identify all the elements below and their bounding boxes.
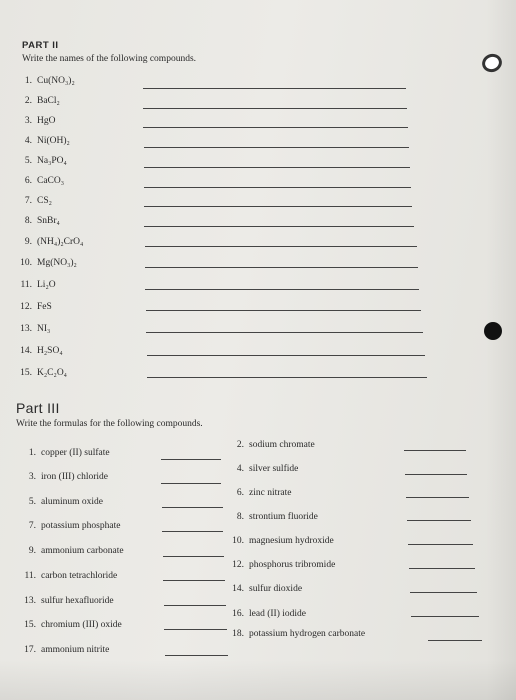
answer-line[interactable] xyxy=(410,592,477,593)
item-number: 12. xyxy=(232,560,244,570)
part2-item xyxy=(14,280,56,290)
item-name: strontium fluoride xyxy=(249,512,318,522)
item-name: potassium hydrogen carbonate xyxy=(249,629,366,639)
part3-item xyxy=(18,596,114,606)
answer-line[interactable] xyxy=(144,226,414,227)
answer-line[interactable] xyxy=(165,655,228,656)
item-formula: CS₂ xyxy=(37,196,52,206)
item-formula: NI₃ xyxy=(37,324,51,334)
answer-line[interactable] xyxy=(162,531,223,532)
answer-line[interactable] xyxy=(428,640,482,641)
part3-instruction: Write the formulas for the following compounds. xyxy=(16,419,203,429)
part2-item xyxy=(14,96,60,106)
item-name: carbon tetrachloride xyxy=(41,571,118,581)
item-name: sulfur hexafluoride xyxy=(41,596,114,606)
item-formula: Li₂O xyxy=(37,280,56,290)
part3-item xyxy=(18,645,109,655)
part3-item xyxy=(226,488,291,498)
part3-item xyxy=(18,448,110,458)
item-number: 10. xyxy=(232,536,244,546)
item-number: 8. xyxy=(24,216,32,226)
item-number: 9. xyxy=(28,546,36,556)
item-name: iron (III) chloride xyxy=(41,472,108,482)
answer-line[interactable] xyxy=(143,127,408,128)
part2-item xyxy=(14,324,50,334)
answer-line[interactable] xyxy=(145,246,417,247)
item-name: sulfur dioxide xyxy=(249,584,303,594)
item-number: 11. xyxy=(20,280,32,290)
answer-line[interactable] xyxy=(407,520,471,521)
item-number: 9. xyxy=(24,237,32,247)
answer-line[interactable] xyxy=(147,355,425,356)
item-number: 2. xyxy=(236,440,244,450)
part3-item xyxy=(226,512,318,522)
item-formula: BaCl₂ xyxy=(37,96,60,106)
part3-item xyxy=(226,536,334,546)
page-bottom-shadow xyxy=(0,660,516,700)
item-formula: SnBr₄ xyxy=(37,216,60,226)
part2-item xyxy=(14,216,60,226)
item-number: 5. xyxy=(28,497,36,507)
item-number: 1. xyxy=(24,76,32,86)
answer-line[interactable] xyxy=(144,187,411,188)
item-name: ammonium carbonate xyxy=(41,546,124,556)
part2-item xyxy=(14,156,67,166)
answer-line[interactable] xyxy=(144,167,410,168)
item-name: aluminum oxide xyxy=(41,497,104,507)
item-number: 12. xyxy=(20,302,32,312)
answer-line[interactable] xyxy=(145,267,418,268)
answer-line[interactable] xyxy=(409,568,475,569)
item-formula: Na₃PO₄ xyxy=(37,156,67,166)
item-name: magnesium hydroxide xyxy=(249,536,334,546)
item-number: 14. xyxy=(20,346,32,356)
item-name: sodium chromate xyxy=(249,440,315,450)
answer-line[interactable] xyxy=(405,474,467,475)
part2-item xyxy=(14,368,67,378)
answer-line[interactable] xyxy=(163,580,225,581)
part3-item xyxy=(226,584,302,594)
item-formula: HgO xyxy=(37,116,56,126)
item-number: 10. xyxy=(20,258,32,268)
item-formula: Ni(OH)₂ xyxy=(37,136,70,146)
answer-line[interactable] xyxy=(164,629,227,630)
item-number: 1. xyxy=(28,448,36,458)
item-number: 3. xyxy=(24,116,32,126)
item-name: potassium phosphate xyxy=(41,521,121,531)
item-number: 18. xyxy=(232,629,244,639)
item-number: 6. xyxy=(24,176,32,186)
item-number: 13. xyxy=(20,324,32,334)
item-number: 16. xyxy=(232,609,244,619)
item-name: chromium (III) oxide xyxy=(41,620,122,630)
item-name: copper (II) sulfate xyxy=(41,448,110,458)
item-name: phosphorus tribromide xyxy=(249,560,336,570)
part2-item xyxy=(14,116,55,126)
part3-item xyxy=(18,546,124,556)
answer-line[interactable] xyxy=(145,289,419,290)
item-formula: K₂C₂O₄ xyxy=(37,368,67,378)
item-number: 4. xyxy=(236,464,244,474)
answer-line[interactable] xyxy=(146,310,421,311)
answer-line[interactable] xyxy=(144,206,412,207)
answer-line[interactable] xyxy=(163,556,224,557)
answer-line[interactable] xyxy=(146,332,423,333)
part3-item xyxy=(18,521,120,531)
part2-item xyxy=(14,136,70,146)
item-formula: Mg(NO₃)₂ xyxy=(37,258,77,268)
item-number: 17. xyxy=(24,645,36,655)
item-number: 15. xyxy=(20,368,32,378)
item-name: zinc nitrate xyxy=(249,488,292,498)
item-number: 4. xyxy=(24,136,32,146)
part3-item xyxy=(226,629,365,639)
answer-line[interactable] xyxy=(408,544,473,545)
item-number: 11. xyxy=(24,571,36,581)
binder-hole-middle xyxy=(484,322,502,340)
answer-line[interactable] xyxy=(143,88,406,89)
answer-line[interactable] xyxy=(162,507,223,508)
answer-line[interactable] xyxy=(143,108,407,109)
part2-instruction: Write the names of the following compounds. xyxy=(22,54,197,64)
part3-item xyxy=(226,609,306,619)
part2-item xyxy=(14,302,52,312)
answer-line[interactable] xyxy=(406,497,469,498)
item-formula: CaCO₃ xyxy=(37,176,65,186)
part3-item xyxy=(18,472,108,482)
part2-item xyxy=(14,76,75,86)
item-number: 7. xyxy=(28,521,36,531)
answer-line[interactable] xyxy=(404,450,466,451)
part2-title: PART II xyxy=(22,40,59,51)
item-number: 6. xyxy=(236,488,244,498)
part3-item xyxy=(226,560,335,570)
item-formula: FeS xyxy=(37,302,52,312)
item-number: 13. xyxy=(24,596,36,606)
item-name: lead (II) iodide xyxy=(249,609,306,619)
item-formula: H₂SO₄ xyxy=(37,346,63,356)
item-formula: (NH₄)₂CrO₄ xyxy=(37,237,84,247)
part3-item xyxy=(18,497,103,507)
part3-item xyxy=(18,620,122,630)
page-edge-shadow xyxy=(486,0,516,700)
part3-item xyxy=(18,571,117,581)
answer-line[interactable] xyxy=(147,377,427,378)
part2-item xyxy=(14,237,83,247)
item-number: 15. xyxy=(24,620,36,630)
item-name: ammonium nitrite xyxy=(41,645,110,655)
item-number: 14. xyxy=(232,584,244,594)
item-number: 5. xyxy=(24,156,32,166)
part2-item xyxy=(14,258,77,268)
item-number: 2. xyxy=(24,96,32,106)
part2-item xyxy=(14,196,52,206)
item-number: 7. xyxy=(24,196,32,206)
part3-item xyxy=(226,464,298,474)
part3-title: Part III xyxy=(16,400,60,416)
item-number: 8. xyxy=(236,512,244,522)
answer-line[interactable] xyxy=(411,616,479,617)
answer-line[interactable] xyxy=(144,147,409,148)
part2-item xyxy=(14,176,64,186)
item-formula: Cu(NO₃)₂ xyxy=(37,76,75,86)
part3-item xyxy=(226,440,315,450)
part2-item xyxy=(14,346,63,356)
answer-line[interactable] xyxy=(161,483,221,484)
item-name: silver sulfide xyxy=(249,464,299,474)
answer-line[interactable] xyxy=(161,459,221,460)
answer-line[interactable] xyxy=(164,605,226,606)
item-number: 3. xyxy=(28,472,36,482)
